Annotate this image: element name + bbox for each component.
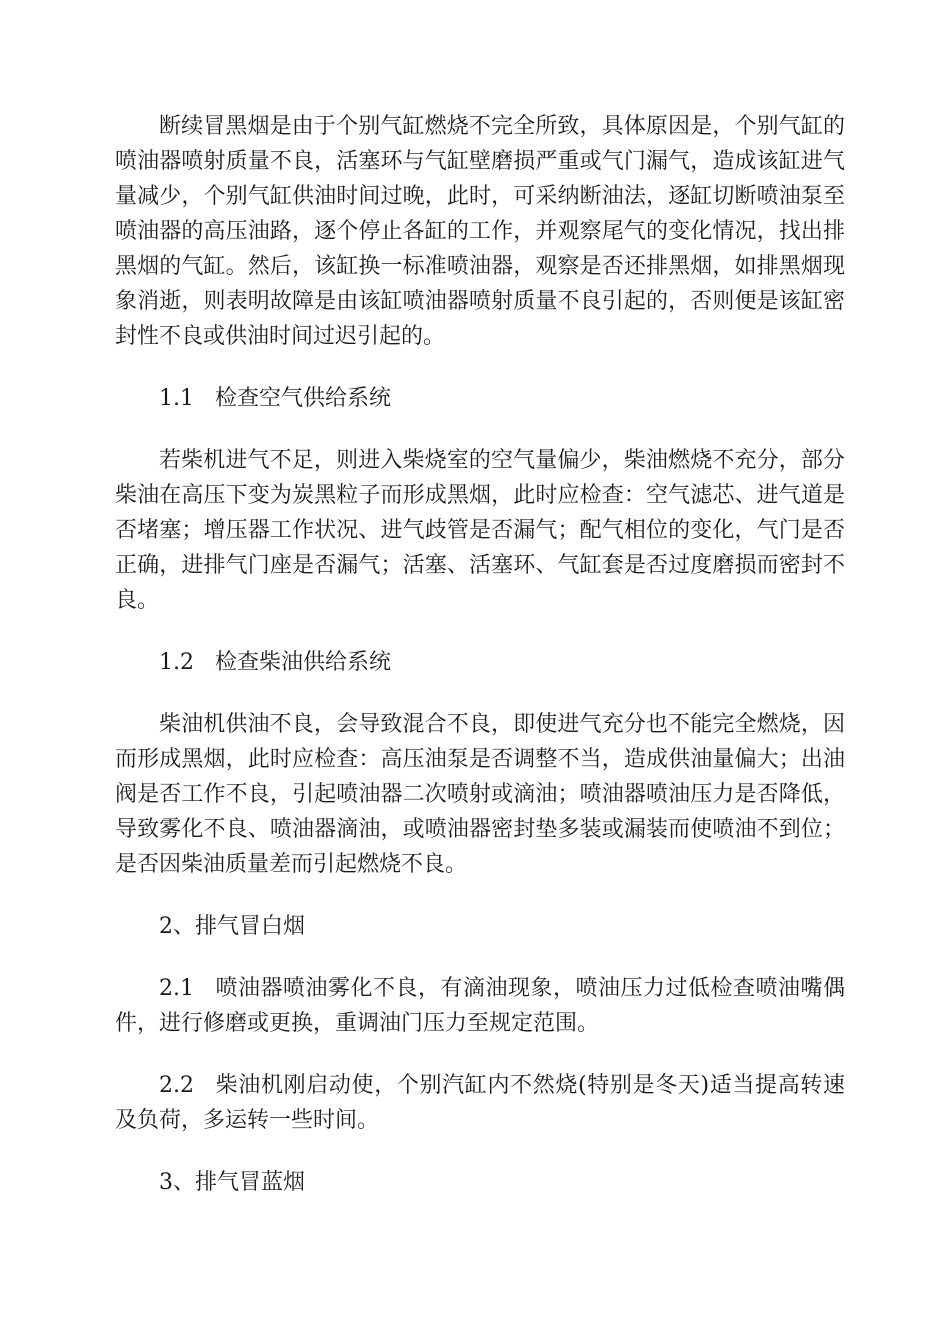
paragraph-gap	[115, 944, 845, 971]
section-title: 检查柴油供给系统	[215, 650, 392, 675]
paragraph-gap	[115, 618, 845, 645]
section-number: 1.2	[159, 650, 194, 675]
section-heading-1-2	[115, 645, 845, 680]
section-heading-1-1	[115, 381, 845, 416]
section-number: 2.1	[159, 976, 194, 1001]
paragraph-intermittent-black-smoke: 断续冒黑烟是由于个别气缸燃烧不完全所致，具体原因是，个别气缸的喷油器喷射质量不良，活塞环与气缸壁磨损严重或气门漏气，造成该缸进气量减少，个别气缸供油时间过晚，此时，可采纳断油法，逐缸切断喷油泵至喷油器的高压油路，逐个停止各缸的工作，并观察尾气的变化情况，找出排黑烟的气缸。然后，该缸换一标准喷油器，观察是否还排黑烟，如排黑烟现象消逝，则表明故障是由该缸喷油器喷射质量不良引起的，否则便是该缸密封性不良或供油时间过迟引起的。	[115, 114, 845, 349]
paragraph-fuel-supply: 柴油机供油不良，会导致混合不良，即使进气充分也不能完全燃烧，因而形成黑烟，此时应检查：高压油泵是否调整不当，造成供油量偏大；出油阀是否工作不良，引起喷油器二次喷射或滴油；喷油器喷油压力是否降低，导致雾化不良、喷油器滴油，或喷油器密封垫多装或漏装而使喷油不到位；是否因柴油质量差而引起燃烧不良。	[115, 712, 845, 877]
paragraph-gap	[115, 416, 845, 443]
paragraph-gap	[115, 354, 845, 381]
section-title: 检查空气供给系统	[215, 386, 392, 411]
paragraph-text: 柴油机刚启动使，个别汽缸内不然烧(特别是冬天)适当提高转速及负荷，多运转一些时间。	[115, 1073, 845, 1133]
section-number: 1.1	[159, 386, 194, 411]
section-number: 2.2	[159, 1073, 194, 1098]
paragraph-2-2	[115, 1068, 845, 1138]
paragraph-gap	[115, 1138, 845, 1165]
document-body	[115, 109, 845, 1200]
paragraph-gap	[115, 680, 845, 707]
paragraph-text: 喷油器喷油雾化不良，有滴油现象，喷油压力过低检查喷油嘴偶件，进行修磨或更换，重调油门压力至规定范围。	[115, 976, 845, 1036]
paragraph-gap	[115, 882, 845, 909]
paragraph-2-1	[115, 971, 845, 1041]
paragraph-air-supply: 若柴机进气不足，则进入柴烧室的空气量偏少，柴油燃烧不充分，部分柴油在高压下变为炭黑粒子而形成黑烟，此时应检查：空气滤芯、进气道是否堵塞；增压器工作状况、进气歧管是否漏气；配气相位的变化，气门是否正确，进排气门座是否漏气；活塞、活塞环、气缸套是否过度磨损而密封不良。	[115, 448, 845, 613]
section-heading-2: 2、排气冒白烟	[159, 914, 305, 939]
paragraph-gap	[115, 1041, 845, 1068]
section-heading-3: 3、排气冒蓝烟	[159, 1170, 305, 1195]
